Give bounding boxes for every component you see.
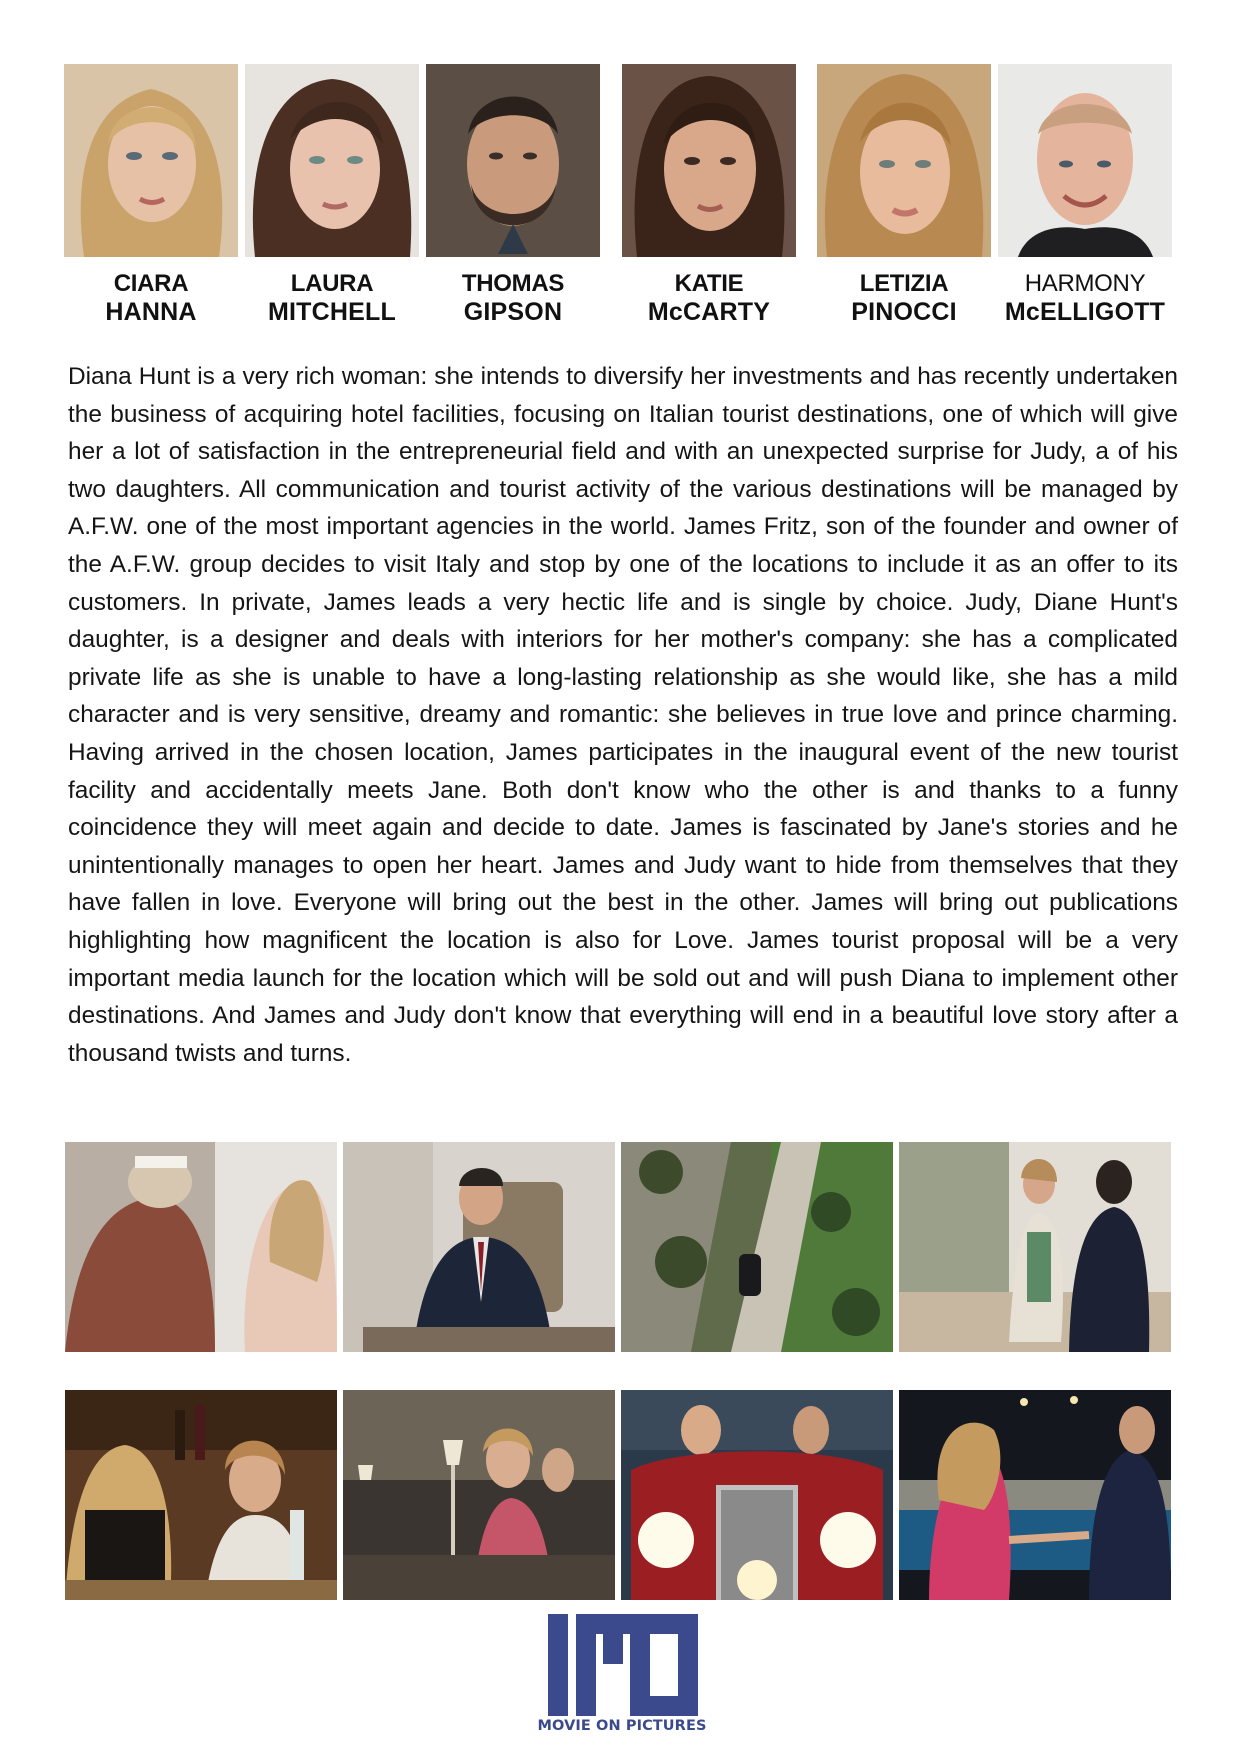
- cast-last-name: MITCHELL: [268, 298, 396, 326]
- headshot-ciara-hanna: [64, 64, 238, 257]
- cast-member-thomas-gipson: [426, 64, 600, 326]
- film-still-lamp-dinner: [343, 1390, 615, 1600]
- cast-name: [622, 270, 796, 326]
- headshot-laura-mitchell: [245, 64, 419, 257]
- headshot-thomas-gipson: [426, 64, 600, 257]
- film-still-wine-bar: [65, 1390, 337, 1600]
- headshot-harmony-mcelligott: [998, 64, 1172, 257]
- cast-first-name: HARMONY: [1024, 270, 1146, 297]
- film-stills-row-2: [65, 1390, 1173, 1600]
- cast-first-name: LETIZIA: [859, 270, 949, 297]
- synopsis-text: Diana Hunt is a very rich woman: she intends to diversify her investments and has recently undertaken the business of acquiring hotel facilities, focusing on Italian tourist destinations, one of which will give her a lot of satisfaction in the entrepreneurial field and with an unexpected surprise for Judy, a of his two daughters. All communication and tourist activity of the various destinations will be managed by A.F.W. one of the most important agencies in the world. James Fritz, son of the founder and owner of the A.F.W. group decides to visit Italy and stop by one of the locations to include it as an offer to its customers. In private, James leads a very hectic life and is single by choice. Judy, Diane Hunt's daughter, is a designer and deals with interiors for her mother's company: she has a complicated private life as she is unable to have a long-lasting relationship as she would like, she has a mild character and is very sensitive, dreamy and romantic: she believes in true love and prince charming. Having arrived in the chosen location, James participates in the inaugural event of the new tourist facility and accidentally meets Jane. Both don't know who the other is and thanks to a funny coincidence they will meet again and decide to date. James is fascinated by Jane's stories and he unintentionally manages to open her heart. James and Judy want to hide from themselves that they have fallen in love. Everyone will bring out the best in the other. James will bring out publications highlighting how magnificent the location is also for Love. James tourist proposal will be a very important media launch for the location which will be sold out and will push Diana to implement other destinations. And James and Judy don't know that everything will end in a beautiful love story after a thousand twists and turns.: [68, 363, 1178, 1067]
- cast-name: [998, 270, 1172, 326]
- film-still-hug: [65, 1142, 337, 1352]
- cast-name: [64, 270, 238, 326]
- cast-member-letizia-pinocci: [817, 64, 991, 326]
- cast-first-name: LAURA: [290, 270, 374, 297]
- cast-last-name: PINOCCI: [851, 298, 957, 326]
- headshot-letizia-pinocci: [817, 64, 991, 257]
- cast-last-name: HANNA: [105, 298, 197, 326]
- cast-last-name: McELLIGOTT: [1004, 298, 1166, 326]
- mop-logo-icon: [548, 1614, 698, 1716]
- movie-on-pictures-logo: [532, 1614, 712, 1739]
- film-still-vintage-car: [621, 1390, 893, 1600]
- film-stills-row-1: [65, 1142, 1173, 1352]
- cast-last-name: GIPSON: [463, 298, 563, 326]
- cast-member-ciara-hanna: [64, 64, 238, 326]
- film-still-office: [343, 1142, 615, 1352]
- cast-member-laura-mitchell: [245, 64, 419, 326]
- cast-first-name: KATIE: [674, 270, 744, 297]
- cast-name: [426, 270, 600, 326]
- cast-row: [64, 64, 1172, 334]
- cast-member-harmony-mcelligott: [998, 64, 1172, 326]
- film-still-poolside: [899, 1390, 1171, 1600]
- cast-member-katie-mccarty: [622, 64, 796, 326]
- cast-first-name: CIARA: [113, 270, 189, 297]
- headshot-katie-mccarty: [622, 64, 796, 257]
- film-still-lobby: [899, 1142, 1171, 1352]
- cast-name: [817, 270, 991, 326]
- film-still-aerial-road: [621, 1142, 893, 1352]
- cast-name: [245, 270, 419, 326]
- logo-text: MOVIE ON PICTURES: [537, 1718, 707, 1734]
- cast-last-name: McCARTY: [647, 298, 771, 326]
- cast-first-name: THOMAS: [461, 270, 565, 297]
